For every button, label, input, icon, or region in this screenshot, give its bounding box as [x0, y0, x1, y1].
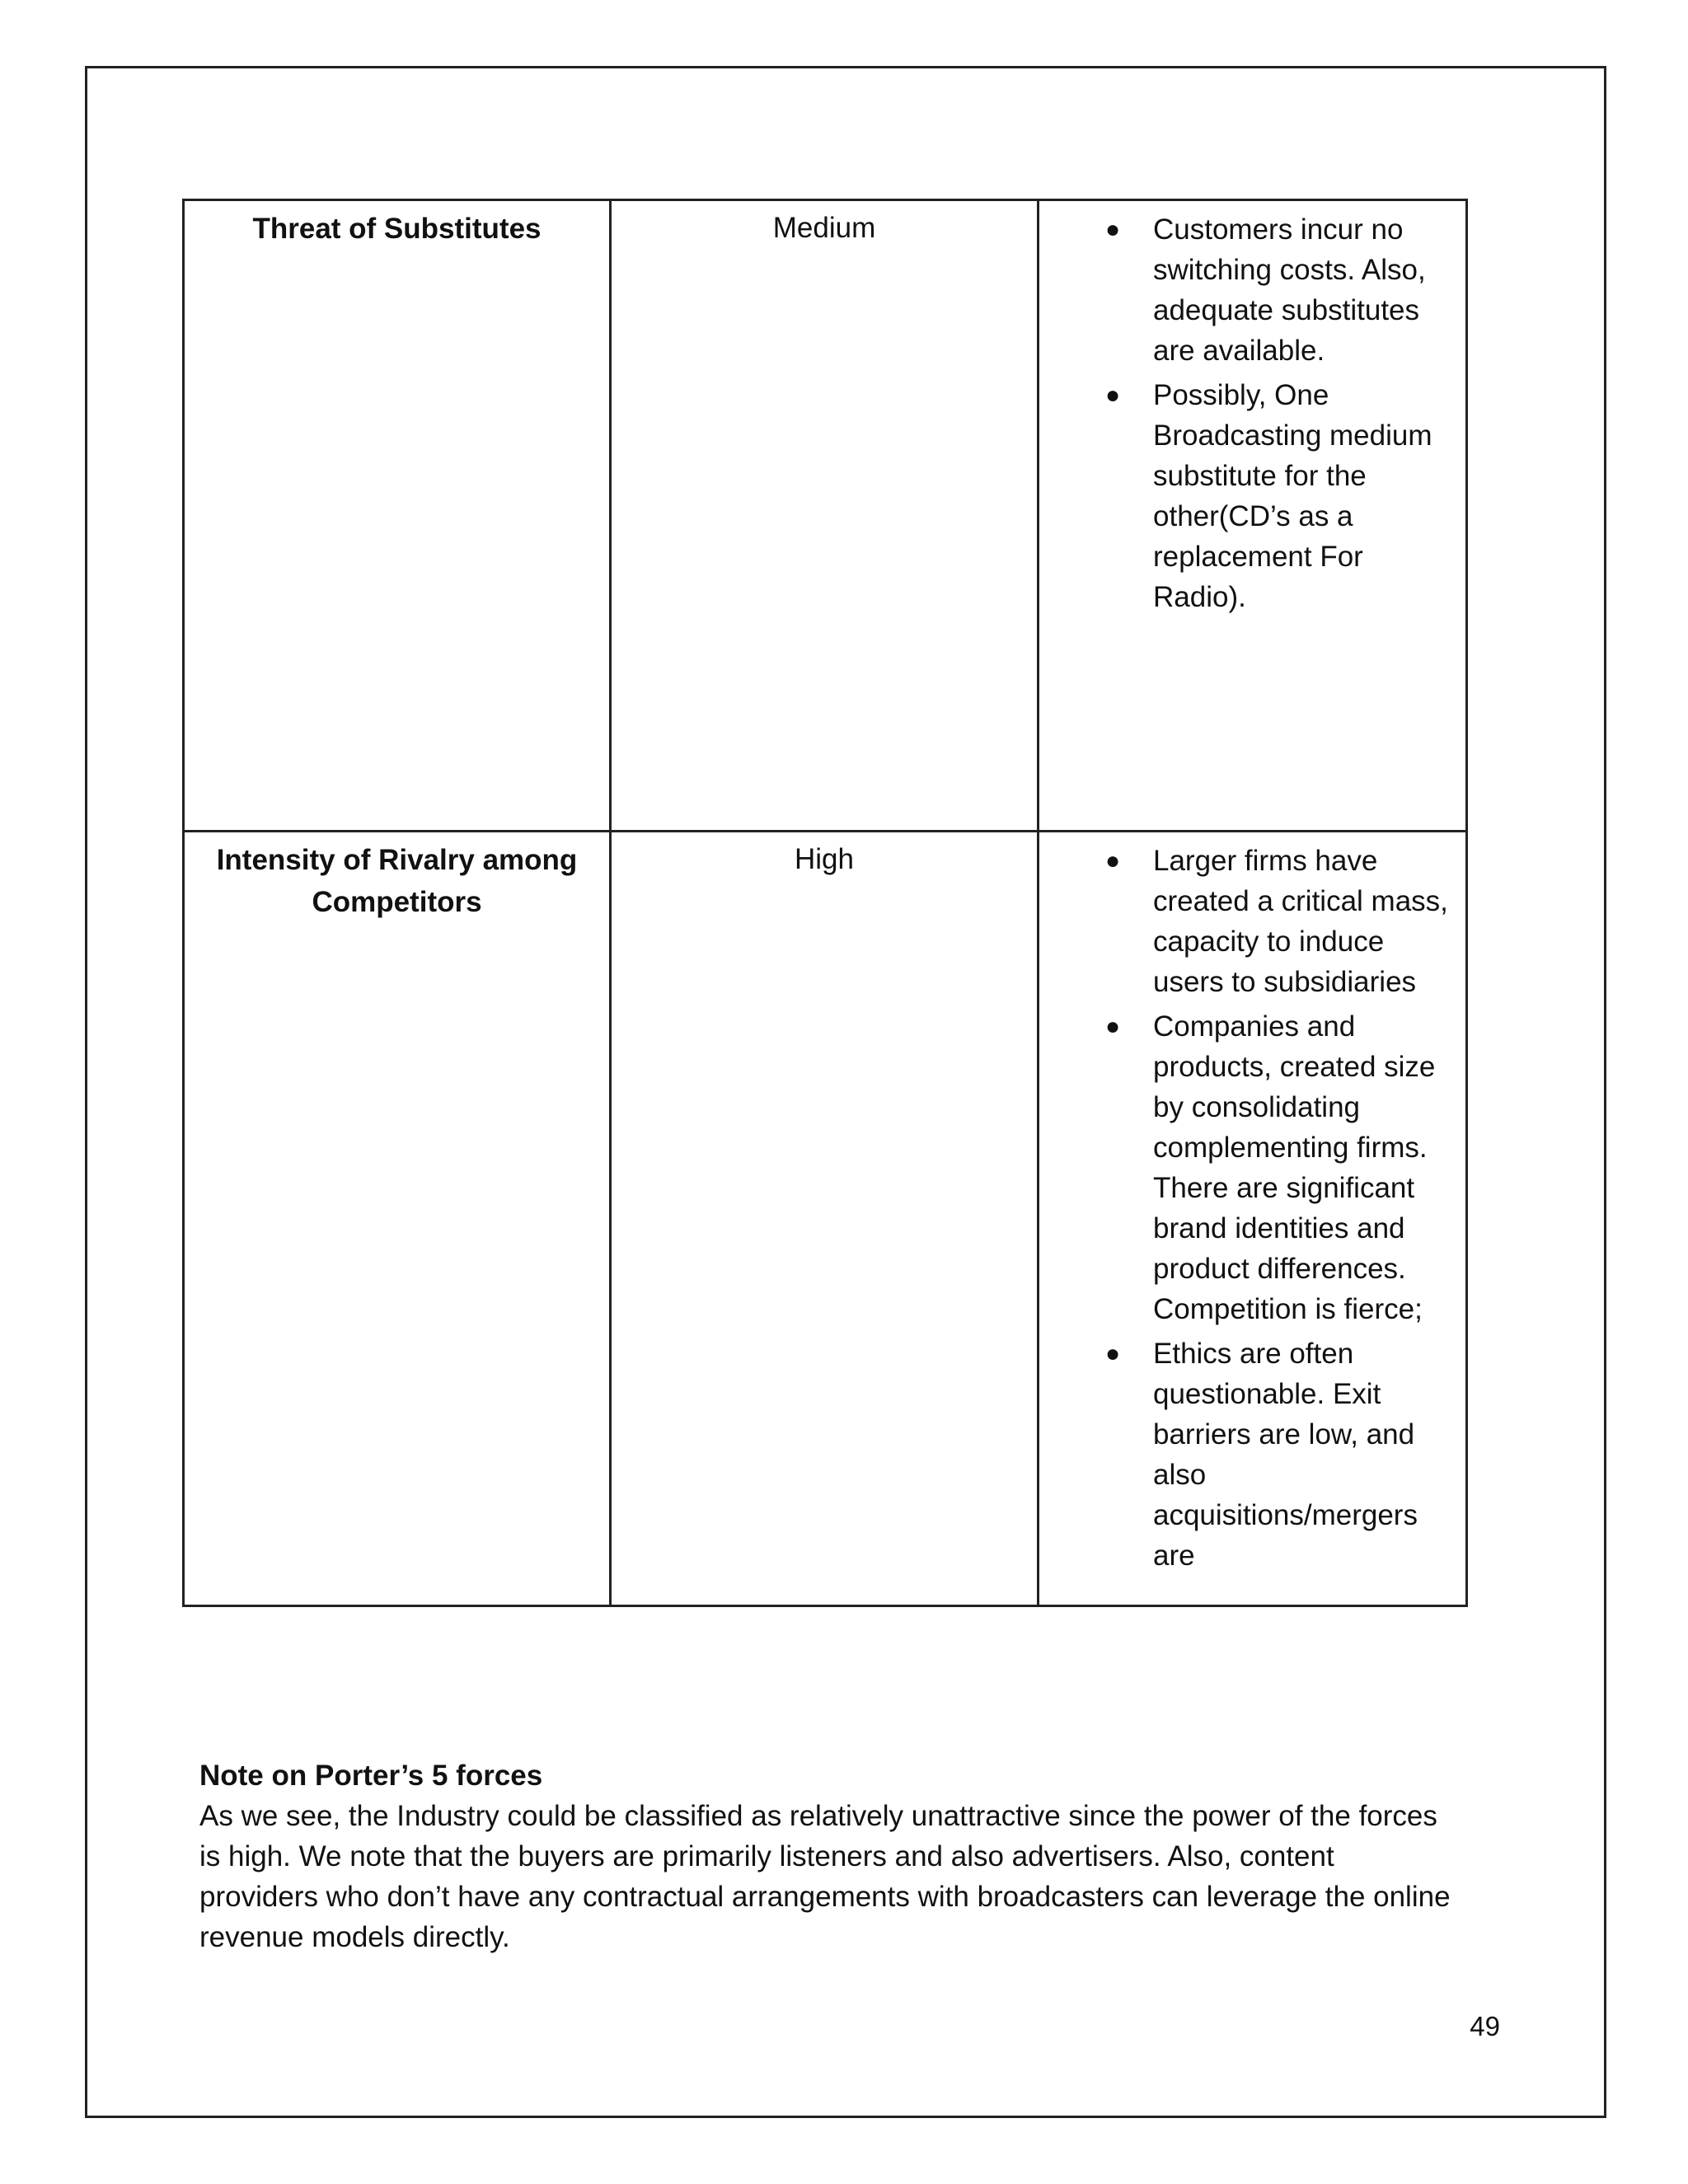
reasons-list [1039, 832, 1465, 1576]
reasons-cell [1039, 832, 1467, 1606]
note-title: Note on Porter’s 5 forces [199, 1760, 543, 1792]
porters-forces-table [182, 199, 1468, 1607]
table-row [184, 200, 1467, 832]
force-name: Intensity of Rivalry among Competitors [216, 844, 578, 918]
list-item [1039, 1006, 1452, 1329]
force-cell [184, 200, 611, 832]
table-row [184, 832, 1467, 1606]
level-cell [611, 200, 1039, 832]
list-item [1039, 1333, 1452, 1576]
page-number: 49 [1470, 2011, 1500, 2041]
level-cell [611, 832, 1039, 1606]
bullet-dot-icon: ● [1105, 382, 1121, 409]
reason-text: Possibly, One Broadcasting medium substitute for the other(CD’s as a replacement For Radio). [1153, 379, 1432, 613]
reason-text: Companies and products, created size by consolidating complementing firms. There are significant brand identities and product differences. Competition is fierce; [1153, 1010, 1436, 1325]
bullet-dot-icon: ● [1105, 216, 1121, 243]
reasons-list [1039, 201, 1465, 617]
reason-text: Larger firms have created a critical mass, capacity to induce users to subsidiaries [1153, 845, 1448, 998]
note-section [199, 1755, 1461, 1957]
force-level: High [795, 843, 854, 875]
reason-text: Ethics are often questionable. Exit barriers are low, and also acquisitions/mergers are [1153, 1338, 1418, 1572]
force-level: Medium [772, 212, 876, 244]
bullet-dot-icon: ● [1105, 847, 1121, 874]
list-item [1039, 209, 1452, 371]
reasons-cell [1039, 200, 1467, 832]
bullet-dot-icon: ● [1105, 1340, 1121, 1367]
bullet-dot-icon: ● [1105, 1013, 1121, 1040]
list-item [1039, 841, 1452, 1002]
force-cell [184, 832, 611, 1606]
note-body: As we see, the Industry could be classified as relatively unattractive since the power of the forces is high. We note that the buyers are primarily listeners and also advertisers. Also, content providers who don’t have any contractual arrangements with broadcasters can leverage the online revenue models directly. [199, 1800, 1451, 1953]
force-name: Threat of Substitutes [252, 213, 542, 245]
reason-text: Customers incur no switching costs. Also, adequate substitutes are available. [1153, 213, 1426, 367]
list-item [1039, 375, 1452, 617]
